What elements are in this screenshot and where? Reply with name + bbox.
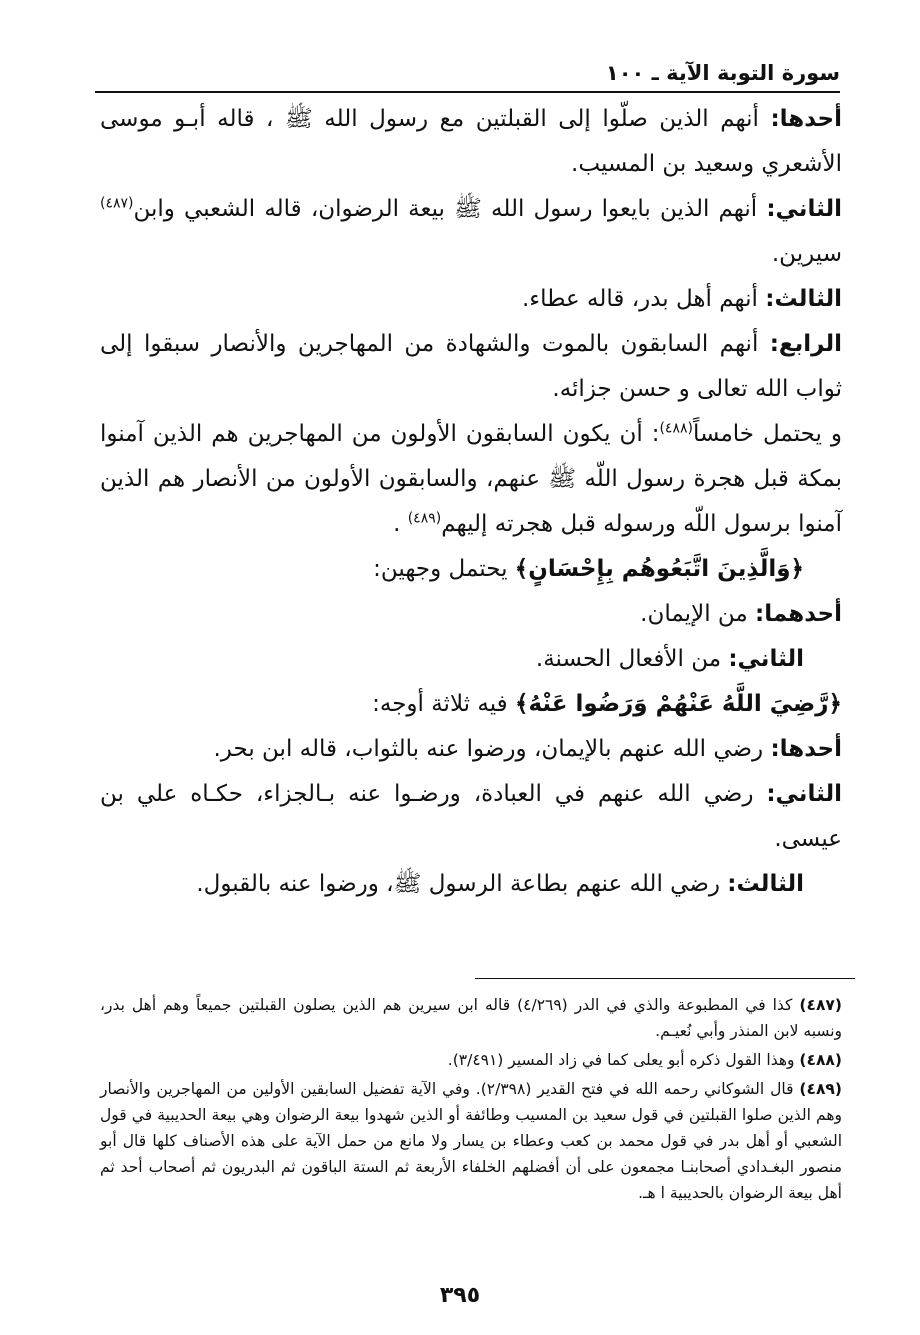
verse-1-line [100, 547, 842, 592]
paragraph-1-text: أنهم الذين صلّوا إلى القبلتين مع رسول الله ﷺ ، قاله أبـو موسى الأشعري وسعيد بن المسيب. [100, 106, 842, 177]
footnote-487 [100, 992, 842, 1044]
verse-2: ﴿رَّضِيَ اللَّهُ عَنْهُمْ وَرَضُوا عَنْهُ﴾ [514, 691, 842, 717]
paragraph-3 [100, 277, 842, 322]
paragraph-1-lead: أحدها: [770, 106, 842, 132]
footnote-489-text: قال الشوكاني رحمه الله في فتح القدير (٢/٣٩٨). وفي الآية تفضيل السابقين الأولين من المهاجرين والأنصار وهم الذين صلوا القبلتين في قول سعيد بن المسيب وطائفة أو الذين شهدوا بيعة الرضوان وهي بيعة الحديبية في قول الشعبي أو أهل بدر في قول محمد بن كعب وعطاء بن يسار ولا مانع من حمل الآية على هذه الأصناف كلها قال أبو منصور البغـدادي أصحابنـا مجمعون على أن أفضلهم الخلفاء الأربعة ثم الستة الباقون ثم البدريون ثم أصحاب أحد ثم أهل بيعة الرضوان بالحديبية ا هـ. [100, 1080, 842, 1202]
paragraph-5 [100, 412, 842, 547]
paragraph-10-lead: الثالث: [727, 871, 804, 897]
paragraph-4 [100, 322, 842, 412]
verse-2-line [100, 682, 842, 727]
paragraph-2-text: أنهم الذين بايعوا رسول الله ﷺ بيعة الرضوان، قاله الشعبي وابن [133, 196, 767, 222]
main-text [100, 97, 842, 907]
paragraph-4-lead: الرابع: [769, 331, 842, 357]
paragraph-10-text: رضي الله عنهم بطاعة الرسول ﷺ، ورضوا عنه بالقبول. [196, 871, 728, 897]
paragraph-7-text: من الأفعال الحسنة. [535, 646, 729, 672]
paragraph-5-end: . [393, 511, 408, 537]
footnote-ref-487[interactable]: (٤٨٧) [100, 195, 134, 212]
paragraph-3-text: أنهم أهل بدر، قاله عطاء. [522, 286, 766, 312]
verse-1-text: يحتمل وجهين: [373, 556, 515, 582]
page-number: ٣٩٥ [439, 1283, 481, 1308]
paragraph-9-lead: الثاني: [766, 781, 842, 807]
paragraph-1 [100, 97, 842, 187]
running-header [95, 58, 840, 90]
paragraph-5-start: و يحتمل خامساً [692, 421, 842, 447]
footnote-488-number: (٤٨٨) [799, 1051, 842, 1069]
paragraph-8 [100, 727, 842, 772]
paragraph-9-text: رضي الله عنهم في العبادة، ورضـوا عنه بـالجزاء، حكـاه علي بن عيسى. [100, 781, 842, 852]
footnote-488 [100, 1047, 842, 1073]
paragraph-8-text: رضي الله عنهم بالإيمان، ورضوا عنه بالثواب، قاله ابن بحر. [213, 736, 771, 762]
paragraph-4-text: أنهم السابقون بالموت والشهادة من المهاجرين والأنصار سبقوا إلى ثواب الله تعالى و حسن جزائه. [100, 331, 842, 402]
footnote-487-text: كذا في المطبوعة والذي في الدر (٤/٢٦٩) قاله ابن سيرين هم الذين يصلون القبلتين جميعاً وهم أهل بدر، ونسبه لابن المنذر وأبي نُعيـم. [100, 996, 842, 1040]
paragraph-10 [100, 862, 842, 907]
paragraph-2 [100, 187, 842, 277]
paragraph-6 [100, 592, 842, 637]
paragraph-9 [100, 772, 842, 862]
paragraph-6-text: من الإيمان. [640, 601, 756, 627]
verse-1: ﴿وَالَّذِينَ اتَّبَعُوهُم بِإِحْسَانٍ﴾ [514, 556, 804, 582]
paragraph-3-lead: الثالث: [765, 286, 842, 312]
footnote-separator [475, 978, 855, 979]
paragraph-7 [100, 637, 842, 682]
footnote-489 [100, 1076, 842, 1206]
footnote-ref-488[interactable]: (٤٨٨) [659, 420, 693, 437]
paragraph-8-lead: أحدها: [770, 736, 842, 762]
footnotes [100, 992, 842, 1209]
paragraph-7-lead: الثاني: [728, 646, 804, 672]
footnote-489-number: (٤٨٩) [799, 1080, 842, 1098]
verse-2-text: فيه ثلاثة أوجه: [372, 691, 515, 717]
paragraph-6-lead: أحدهما: [755, 601, 842, 627]
header-title: سورة التوبة الآية ـ ١٠٠ [605, 61, 840, 85]
header-rule [95, 91, 840, 93]
footnote-487-number: (٤٨٧) [799, 996, 842, 1014]
paragraph-2-lead: الثاني: [766, 196, 842, 222]
paragraph-2-tail: سيرين. [771, 241, 842, 267]
footnote-ref-489[interactable]: (٤٨٩) [407, 510, 442, 527]
paragraph-5-text: : أن يكون السابقون الأولون من المهاجرين هم الذين آمنوا بمكة قبل هجرة رسول اللّه ﷺ عنهم، والسابقون الأولون من الأنصار هم الذين آمنوا برسول اللّه ورسوله قبل هجرته إليهم [100, 421, 842, 537]
footnote-488-text: وهذا القول ذكره أبو يعلى كما في زاد المسير (٣/٤٩١). [447, 1051, 800, 1069]
